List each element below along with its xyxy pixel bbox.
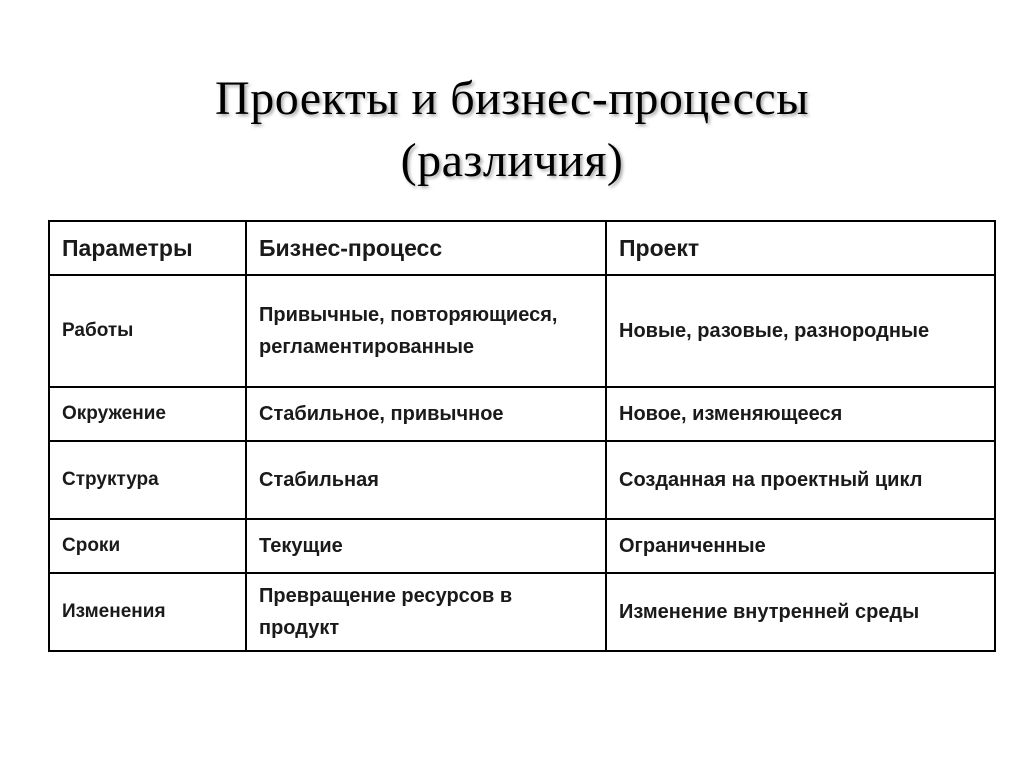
- row-business-process-value: Текущие: [246, 519, 606, 573]
- header-project: Проект: [606, 221, 995, 275]
- row-parameter: Структура: [49, 441, 246, 519]
- row-business-process-value: Привычные, повторяющиеся, регламентированные: [246, 275, 606, 387]
- row-parameter: Сроки: [49, 519, 246, 573]
- comparison-table: [48, 220, 996, 652]
- row-business-process-value: Стабильная: [246, 441, 606, 519]
- header-parameters: Параметры: [49, 221, 246, 275]
- table-row: [49, 573, 995, 651]
- row-project-value: Ограниченные: [606, 519, 995, 573]
- row-parameter: Окружение: [49, 387, 246, 441]
- row-business-process-value: Стабильное, привычное: [246, 387, 606, 441]
- table-row: [49, 275, 995, 387]
- row-parameter: Работы: [49, 275, 246, 387]
- row-project-value: Новое, изменяющееся: [606, 387, 995, 441]
- row-project-value: Изменение внутренней среды: [606, 573, 995, 651]
- row-project-value: Новые, разовые, разнородные: [606, 275, 995, 387]
- table-row: [49, 441, 995, 519]
- header-business-process: Бизнес-процесс: [246, 221, 606, 275]
- title-line-2: (различия): [400, 134, 624, 187]
- row-business-process-value: Превращение ресурсов в продукт: [246, 573, 606, 651]
- row-project-value: Созданная на проектный цикл: [606, 441, 995, 519]
- table-row: [49, 519, 995, 573]
- slide-title: [0, 68, 1024, 192]
- row-parameter: Изменения: [49, 573, 246, 651]
- title-line-1: Проекты и бизнес-процессы: [215, 72, 809, 125]
- table-header-row: [49, 221, 995, 275]
- table-row: [49, 387, 995, 441]
